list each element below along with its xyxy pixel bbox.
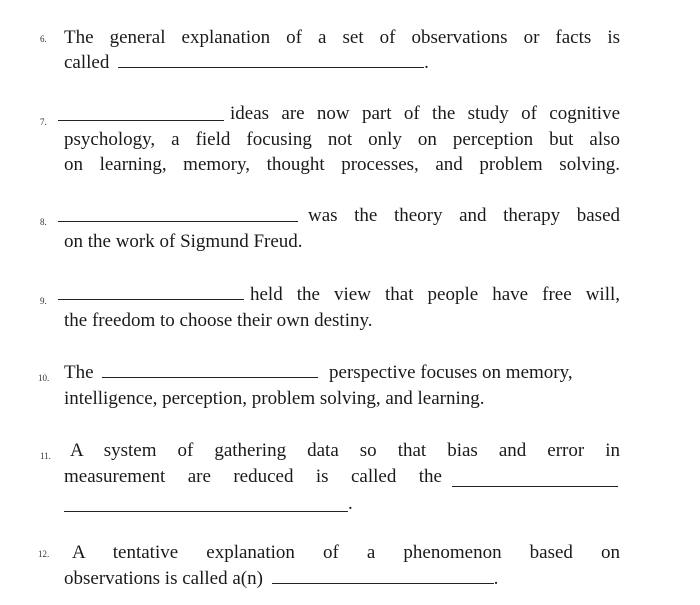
question-text: perspective focuses on memory, <box>329 362 573 383</box>
punctuation: . <box>348 493 353 514</box>
question-text: called <box>64 52 110 73</box>
question-number: 10. <box>38 373 50 383</box>
question-text-line: on the work of Sigmund Freud. <box>64 231 303 252</box>
punctuation: . <box>424 52 429 73</box>
question-text-line: The general explanation of a set of observations or facts is <box>64 27 620 48</box>
question-text: measurement are reduced is called the <box>64 466 442 487</box>
answer-blank[interactable] <box>452 470 618 487</box>
answer-blank[interactable] <box>118 51 424 68</box>
question-text: The <box>64 362 94 383</box>
question-text-line <box>64 567 620 591</box>
question-number: 8. <box>40 217 47 227</box>
punctuation: . <box>493 568 499 589</box>
question-text-line: on learning, memory, thought processes, and problem solving. <box>64 154 620 175</box>
answer-blank[interactable] <box>102 361 318 378</box>
question-text-line <box>64 51 620 75</box>
question-text-line: psychology, a field focusing not only on perception but also <box>64 129 620 150</box>
answer-blank[interactable] <box>272 567 494 584</box>
answer-blank-continued[interactable] <box>64 495 348 512</box>
question-number: 6. <box>40 34 47 44</box>
answer-blank[interactable] <box>58 104 224 121</box>
question-number: 9. <box>40 296 47 306</box>
question-text-line: the freedom to choose their own destiny. <box>64 310 373 331</box>
question-text-line: was the theory and therapy based <box>308 205 620 226</box>
question-number: 12. <box>38 549 50 559</box>
answer-blank[interactable] <box>58 205 298 222</box>
question-number: 11. <box>40 451 51 461</box>
question-text-line: A system of gathering data so that bias and error in <box>70 440 620 461</box>
question-text-line: intelligence, perception, problem solving, and learning. <box>64 388 485 409</box>
question-text-line: ideas are now part of the study of cognitive <box>230 103 620 124</box>
question-text-line: A tentative explanation of a phenomenon based on <box>72 542 620 563</box>
question-text-line <box>64 361 620 385</box>
answer-blank[interactable] <box>58 283 244 300</box>
question-text: observations is called a(n) <box>64 568 263 589</box>
question-text-line: held the view that people have free will, <box>250 284 620 305</box>
question-number: 7. <box>40 117 47 127</box>
